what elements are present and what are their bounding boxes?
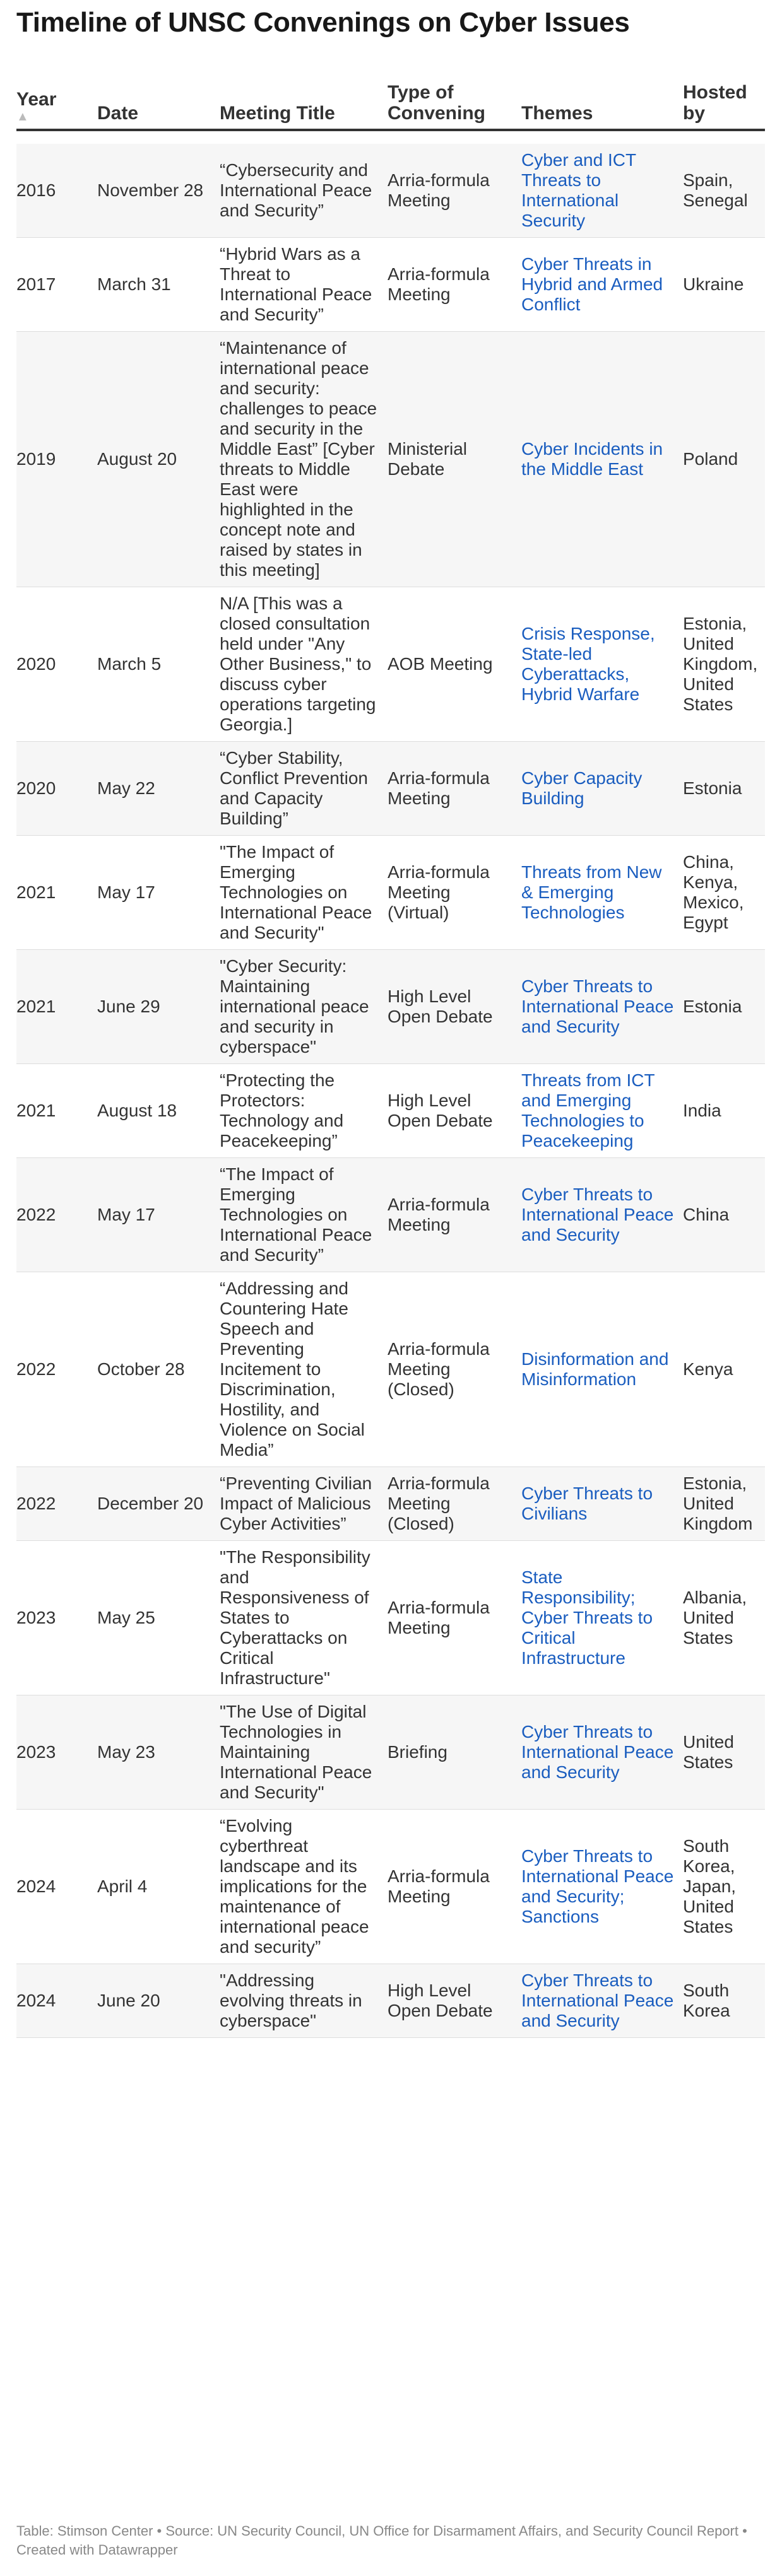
meeting-title-cell: “The Impact of Emerging Technologies on International Peace and Security” — [220, 1158, 388, 1272]
hosted-by-cell: Ukraine — [683, 238, 765, 332]
date-cell: October 28 — [97, 1272, 220, 1467]
type-cell: Ministerial Debate — [388, 332, 521, 587]
meeting-title-cell: “Addressing and Countering Hate Speech and Preventing Incitement to Discrimination, Hostility, and Violence on Social Media” — [220, 1272, 388, 1467]
themes-cell: Cyber Threats to International Peace and Security; Sanctions — [521, 1810, 683, 1964]
year-cell: 2024 — [16, 1964, 97, 2038]
date-cell: March 31 — [97, 238, 220, 332]
type-cell: Arria-formula Meeting — [388, 1158, 521, 1272]
date-cell: May 25 — [97, 1541, 220, 1695]
meeting-title-cell: N/A [This was a closed consultation held under "Any Other Business," to discuss cyber operations targeting Georgia.] — [220, 587, 388, 742]
hosted-by-cell: Estonia — [683, 742, 765, 836]
year-cell: 2023 — [16, 1541, 97, 1695]
date-cell: November 28 — [97, 144, 220, 238]
table-row — [16, 1272, 765, 1467]
source-footer: Table: Stimson Center • Source: UN Security Council, UN Office for Disarmament Affairs, and Security Council Report • Created with Datawrapper — [16, 2523, 747, 2558]
table-row — [16, 587, 765, 742]
type-cell: High Level Open Debate — [388, 1064, 521, 1158]
type-cell: Arria-formula Meeting — [388, 144, 521, 238]
meeting-title-cell: "Cyber Security: Maintaining international peace and security in cyberspace" — [220, 950, 388, 1064]
date-cell: August 18 — [97, 1064, 220, 1158]
hosted-by-cell: Poland — [683, 332, 765, 587]
themes-cell: Cyber Threats to Civilians — [521, 1467, 683, 1541]
type-cell: High Level Open Debate — [388, 950, 521, 1064]
meeting-title-cell: “Preventing Civilian Impact of Malicious Cyber Activities” — [220, 1467, 388, 1541]
table-row — [16, 1064, 765, 1158]
table-row — [16, 742, 765, 836]
themes-cell: Threats from New & Emerging Technologies — [521, 836, 683, 950]
themes-cell: Disinformation and Misinformation — [521, 1272, 683, 1467]
hosted-by-cell: India — [683, 1064, 765, 1158]
type-cell: Arria-formula Meeting — [388, 742, 521, 836]
type-cell: Arria-formula Meeting — [388, 238, 521, 332]
table-row — [16, 332, 765, 587]
hosted-by-cell: Spain, Senegal — [683, 144, 765, 238]
year-cell: 2020 — [16, 742, 97, 836]
table-row — [16, 1158, 765, 1272]
themes-cell: Cyber Threats in Hybrid and Armed Conflict — [521, 238, 683, 332]
themes-cell: Cyber Incidents in the Middle East — [521, 332, 683, 587]
table-body — [16, 130, 765, 2038]
column-header-type[interactable]: Type of Convening — [388, 68, 521, 130]
hosted-by-cell: United States — [683, 1695, 765, 1810]
date-cell: May 22 — [97, 742, 220, 836]
year-cell: 2021 — [16, 836, 97, 950]
convenings-table — [16, 68, 765, 2038]
table-row — [16, 950, 765, 1064]
year-cell: 2021 — [16, 1064, 97, 1158]
themes-cell: Cyber Threats to International Peace and Security — [521, 1964, 683, 2038]
table-row — [16, 238, 765, 332]
page-title: Timeline of UNSC Convenings on Cyber Issues — [16, 7, 630, 38]
sort-ascending-icon[interactable]: ▲ — [16, 110, 29, 124]
year-cell: 2021 — [16, 950, 97, 1064]
column-header-themes[interactable]: Themes — [521, 68, 683, 130]
hosted-by-cell: Estonia, United Kingdom — [683, 1467, 765, 1541]
header-spacer — [16, 130, 765, 144]
table-header — [16, 68, 765, 130]
themes-cell: Cyber and ICT Threats to International Security — [521, 144, 683, 238]
themes-cell: Cyber Capacity Building — [521, 742, 683, 836]
table-row — [16, 1810, 765, 1964]
hosted-by-cell: Albania, United States — [683, 1541, 765, 1695]
meeting-title-cell: “Maintenance of international peace and security: challenges to peace and security in the Middle East” [Cyber threats to Middle East were highlighted in the concept note and raised by states in this meeting] — [220, 332, 388, 587]
type-cell: High Level Open Debate — [388, 1964, 521, 2038]
type-cell: Arria-formula Meeting — [388, 1810, 521, 1964]
meeting-title-cell: "Addressing evolving threats in cyberspace" — [220, 1964, 388, 2038]
meeting-title-cell: “Hybrid Wars as a Threat to International Peace and Security” — [220, 238, 388, 332]
hosted-by-cell: Kenya — [683, 1272, 765, 1467]
date-cell: May 17 — [97, 836, 220, 950]
type-cell: Arria-formula Meeting (Closed) — [388, 1272, 521, 1467]
themes-cell: State Responsibility; Cyber Threats to Critical Infrastructure — [521, 1541, 683, 1695]
table-row — [16, 1695, 765, 1810]
year-cell: 2017 — [16, 238, 97, 332]
year-cell: 2022 — [16, 1158, 97, 1272]
column-header-label: Year — [16, 89, 57, 110]
type-cell: Arria-formula Meeting (Closed) — [388, 1467, 521, 1541]
meeting-title-cell: “Evolving cyberthreat landscape and its implications for the maintenance of international peace and security” — [220, 1810, 388, 1964]
table-row — [16, 1467, 765, 1541]
table-row — [16, 1541, 765, 1695]
date-cell: May 23 — [97, 1695, 220, 1810]
hosted-by-cell: South Korea, Japan, United States — [683, 1810, 765, 1964]
meeting-title-cell: "The Responsibility and Responsiveness of States to Cyberattacks on Critical Infrastructure" — [220, 1541, 388, 1695]
meeting-title-cell: “Cybersecurity and International Peace and Security” — [220, 144, 388, 238]
hosted-by-cell: South Korea — [683, 1964, 765, 2038]
column-header-hosted-by[interactable]: Hosted by — [683, 68, 765, 130]
themes-cell: Crisis Response, State-led Cyberattacks, Hybrid Warfare — [521, 587, 683, 742]
table-row — [16, 144, 765, 238]
hosted-by-cell: China, Kenya, Mexico, Egypt — [683, 836, 765, 950]
meeting-title-cell: “Cyber Stability, Conflict Prevention and Capacity Building” — [220, 742, 388, 836]
meeting-title-cell: "The Impact of Emerging Technologies on International Peace and Security" — [220, 836, 388, 950]
themes-cell: Threats from ICT and Emerging Technologies to Peacekeeping — [521, 1064, 683, 1158]
year-cell: 2020 — [16, 587, 97, 742]
meeting-title-cell: "The Use of Digital Technologies in Maintaining International Peace and Security" — [220, 1695, 388, 1810]
year-cell: 2016 — [16, 144, 97, 238]
hosted-by-cell: Estonia, United Kingdom, United States — [683, 587, 765, 742]
year-cell: 2019 — [16, 332, 97, 587]
table-row — [16, 836, 765, 950]
year-cell: 2022 — [16, 1272, 97, 1467]
table-row — [16, 1964, 765, 2038]
column-header-date[interactable]: Date — [97, 68, 220, 130]
type-cell: Briefing — [388, 1695, 521, 1810]
meeting-title-cell: “Protecting the Protectors: Technology and Peacekeeping” — [220, 1064, 388, 1158]
themes-cell: Cyber Threats to International Peace and Security — [521, 950, 683, 1064]
type-cell: AOB Meeting — [388, 587, 521, 742]
date-cell: August 20 — [97, 332, 220, 587]
type-cell: Arria-formula Meeting (Virtual) — [388, 836, 521, 950]
type-cell: Arria-formula Meeting — [388, 1541, 521, 1695]
hosted-by-cell: China — [683, 1158, 765, 1272]
themes-cell: Cyber Threats to International Peace and Security — [521, 1158, 683, 1272]
year-cell: 2022 — [16, 1467, 97, 1541]
themes-cell: Cyber Threats to International Peace and Security — [521, 1695, 683, 1810]
year-cell: 2023 — [16, 1695, 97, 1810]
date-cell: March 5 — [97, 587, 220, 742]
date-cell: December 20 — [97, 1467, 220, 1541]
date-cell: June 20 — [97, 1964, 220, 2038]
hosted-by-cell: Estonia — [683, 950, 765, 1064]
date-cell: April 4 — [97, 1810, 220, 1964]
date-cell: June 29 — [97, 950, 220, 1064]
year-cell: 2024 — [16, 1810, 97, 1964]
column-header-year[interactable] — [16, 68, 97, 130]
column-header-meeting-title[interactable]: Meeting Title — [220, 68, 388, 130]
date-cell: May 17 — [97, 1158, 220, 1272]
